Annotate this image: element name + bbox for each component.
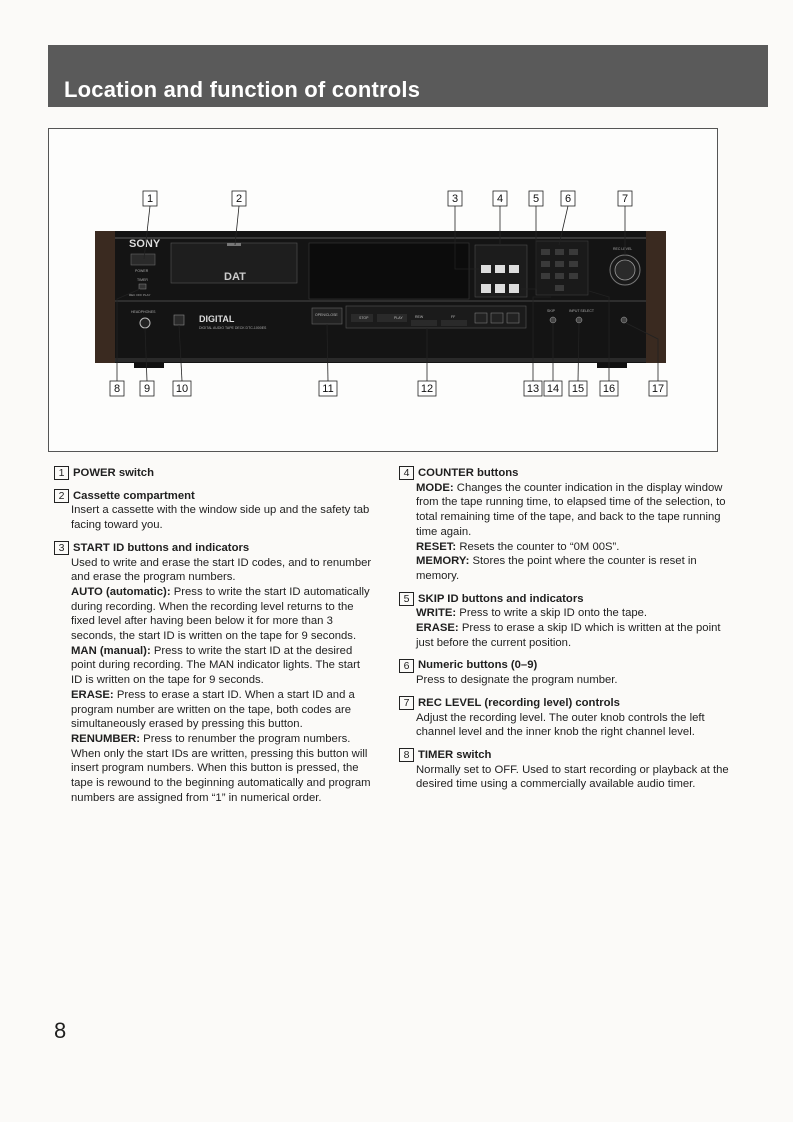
control-number-box: 2	[54, 489, 69, 503]
brand-logo: SONY	[129, 238, 161, 250]
svg-text:2: 2	[235, 193, 243, 205]
control-item-1	[54, 466, 374, 481]
callout-7	[618, 191, 632, 206]
control-description	[399, 621, 729, 650]
headphone-level-knob	[174, 315, 184, 325]
control-item-6	[399, 658, 729, 687]
timer-positions-label: REC OFF PLAY	[129, 293, 151, 297]
callout-3	[448, 191, 462, 206]
control-description	[399, 554, 729, 583]
rec-level-inner-knob	[615, 260, 635, 280]
input-level-knob	[621, 317, 627, 323]
control-description	[399, 673, 729, 688]
power-label: POWER	[135, 269, 149, 273]
control-heading-text: COUNTER buttons	[418, 467, 519, 479]
headphones-label: HEADPHONES	[131, 310, 156, 314]
callout-8	[110, 381, 124, 396]
control-heading-text: TIMER switch	[418, 748, 492, 761]
svg-text:1: 1	[146, 193, 154, 205]
callout-1	[143, 191, 157, 206]
device-illustration	[48, 128, 718, 452]
callout-12	[418, 381, 436, 396]
description-text: Press to write a skip ID onto the tape.	[456, 607, 648, 620]
skip-label: SKIP	[547, 309, 555, 313]
timer-label: TIMER	[137, 278, 148, 282]
description-text: Press to erase a start ID. When a start ID and a program number are written on the tape, both codes are simultaneously erased by pressing this button.	[71, 688, 355, 731]
description-term: ERASE:	[416, 622, 459, 635]
display-window	[309, 243, 469, 299]
control-description	[399, 606, 729, 621]
callout-16	[600, 381, 618, 396]
control-heading	[399, 696, 729, 711]
description-term: MODE:	[416, 481, 454, 494]
control-heading-text: START ID buttons and indicators	[73, 541, 250, 554]
control-item-5	[399, 592, 729, 651]
control-heading	[54, 541, 374, 556]
timer-switch	[139, 284, 146, 289]
description-text: Used to write and erase the start ID codes, and to renumber and erase the program numbers.	[71, 556, 372, 584]
description-text: Press to designate the program number.	[416, 674, 618, 687]
control-description	[399, 540, 729, 555]
callout-5	[529, 191, 543, 206]
callout-9	[140, 381, 154, 396]
control-number-box: 7	[399, 696, 414, 710]
page-number: 8	[54, 1018, 67, 1043]
control-description	[54, 732, 374, 806]
counter-mode-button	[481, 284, 491, 293]
description-text: Press to write the start ID automatically during recording. When the recording level returns to the fixed level after having been below it for more than 3 seconds, the start ID is written on the tape for 9 seconds.	[71, 585, 370, 643]
description-text: Press to write the start ID at the desired point during recording. The MAN indicator lights. The start ID is written on the tape for 9 seconds.	[71, 644, 361, 687]
control-number-box: 1	[54, 466, 69, 480]
description-text: Changes the counter indication in the display window from the tape running time, to elapsed time of the selection, to total remaining time of the tape, and back to the tape running time again.	[416, 481, 726, 538]
svg-text:4: 4	[496, 193, 504, 205]
description-term: MEMORY:	[416, 555, 470, 568]
description-term: MAN (manual):	[71, 644, 151, 657]
title-banner	[48, 45, 768, 107]
start-id-auto-button	[481, 265, 491, 273]
svg-text:12: 12	[420, 383, 434, 395]
svg-text:15: 15	[571, 383, 585, 395]
dat-logo: DAT	[224, 271, 246, 283]
callout-6	[561, 191, 575, 206]
control-number-box: 3	[54, 541, 69, 555]
stop-label: STOP	[359, 316, 369, 320]
svg-text:14: 14	[546, 383, 560, 395]
control-number-box: 8	[399, 748, 414, 762]
control-heading	[399, 748, 729, 763]
control-description	[54, 644, 374, 688]
control-number-box: 5	[399, 592, 414, 606]
control-item-7	[399, 696, 729, 740]
ff-button	[441, 320, 467, 326]
control-heading	[399, 592, 729, 607]
input-select-button	[576, 317, 582, 323]
description-text: Resets the counter to “0M 00S”.	[456, 540, 620, 553]
control-description	[54, 688, 374, 732]
description-term: AUTO (automatic):	[71, 585, 171, 598]
svg-text:7: 7	[621, 193, 629, 205]
description-term: RESET:	[416, 540, 457, 553]
model-label: DIGITAL AUDIO TAPE DECK DTC-1000ES	[199, 326, 267, 330]
svg-text:6: 6	[564, 193, 572, 205]
rec-mute-button	[507, 313, 519, 323]
svg-text:17: 17	[651, 383, 665, 395]
control-description	[54, 585, 374, 644]
control-description	[54, 556, 374, 585]
ff-label: FF	[451, 315, 456, 319]
page-title: Location and function of controls	[64, 77, 421, 102]
callout-11	[319, 381, 337, 396]
description-text: Normally set to OFF. Used to start recording or playback at the desired time using a commercially available audio timer.	[416, 763, 729, 791]
svg-text:5: 5	[532, 193, 540, 205]
svg-text:13: 13	[526, 383, 540, 395]
control-description	[399, 711, 729, 740]
digital-label: DIGITAL	[199, 314, 235, 324]
description-term: WRITE:	[416, 607, 457, 620]
dat-deck-diagram	[49, 129, 717, 451]
description-text: Insert a cassette with the window side up and the safety tab facing toward you.	[71, 504, 370, 532]
play-label: PLAY	[394, 316, 403, 320]
description-text: Adjust the recording level. The outer knob controls the left channel level and the inner knob the right channel level.	[416, 711, 705, 739]
control-item-2	[54, 489, 374, 533]
control-number-box: 6	[399, 659, 414, 673]
control-heading	[54, 466, 374, 481]
rew-button	[411, 320, 437, 326]
control-heading	[399, 658, 729, 673]
power-switch	[131, 254, 155, 265]
right-column	[399, 466, 729, 800]
callout-4	[493, 191, 507, 206]
callout-13	[524, 381, 542, 396]
pause-button	[475, 313, 487, 323]
headphones-jack	[140, 318, 150, 328]
svg-text:3: 3	[451, 193, 459, 205]
description-text: Press to renumber the program numbers. When only the start IDs are written, pressing this button will insert program numbers. When this button is pressed, the tape is rewound to the beginning automatically and program numbers are assigned from “1” in numerical order.	[71, 732, 371, 804]
description-text: Stores the point where the counter is reset in memory.	[416, 555, 697, 582]
control-item-8	[399, 748, 729, 792]
left-wood-panel	[95, 231, 117, 363]
open-close-label: OPEN/CLOSE	[315, 313, 338, 317]
start-id-man-button	[495, 265, 505, 273]
control-description	[399, 763, 729, 792]
input-select-label: INPUT SELECT	[569, 309, 595, 313]
control-description	[54, 503, 374, 532]
left-column	[54, 466, 374, 813]
callout-14	[544, 381, 562, 396]
callout-2	[232, 191, 246, 206]
counter-reset-button	[495, 284, 505, 293]
svg-text:11: 11	[322, 383, 334, 395]
rec-level-label: REC LEVEL	[613, 247, 633, 251]
control-item-4	[399, 466, 729, 584]
control-heading	[399, 466, 729, 481]
control-heading-text: Numeric buttons (0–9)	[418, 659, 538, 672]
callout-17	[649, 381, 667, 396]
callout-10	[173, 381, 191, 396]
callout-15	[569, 381, 587, 396]
start-id-erase-button	[509, 265, 519, 273]
svg-text:16: 16	[602, 383, 616, 395]
svg-text:10: 10	[175, 383, 189, 395]
control-heading-text: REC LEVEL (recording level) controls	[418, 696, 620, 709]
skip-write-button	[550, 317, 556, 323]
svg-text:8: 8	[113, 383, 121, 395]
description-term: RENUMBER:	[71, 732, 141, 745]
description-text: Press to erase a skip ID which is written at the point just before the current position.	[416, 622, 721, 649]
control-heading-text: POWER switch	[73, 467, 154, 479]
control-number-box: 4	[399, 466, 414, 480]
control-heading-text: Cassette compartment	[73, 489, 195, 502]
control-heading	[54, 489, 374, 504]
counter-memory-button	[509, 284, 519, 293]
control-description	[399, 481, 729, 540]
control-heading-text: SKIP ID buttons and indicators	[418, 592, 584, 605]
rec-button	[491, 313, 503, 323]
right-wood-panel	[644, 231, 666, 363]
rew-label: REW	[415, 315, 424, 319]
description-term: ERASE:	[71, 688, 114, 701]
control-item-3	[54, 541, 374, 806]
svg-text:9: 9	[143, 383, 151, 395]
